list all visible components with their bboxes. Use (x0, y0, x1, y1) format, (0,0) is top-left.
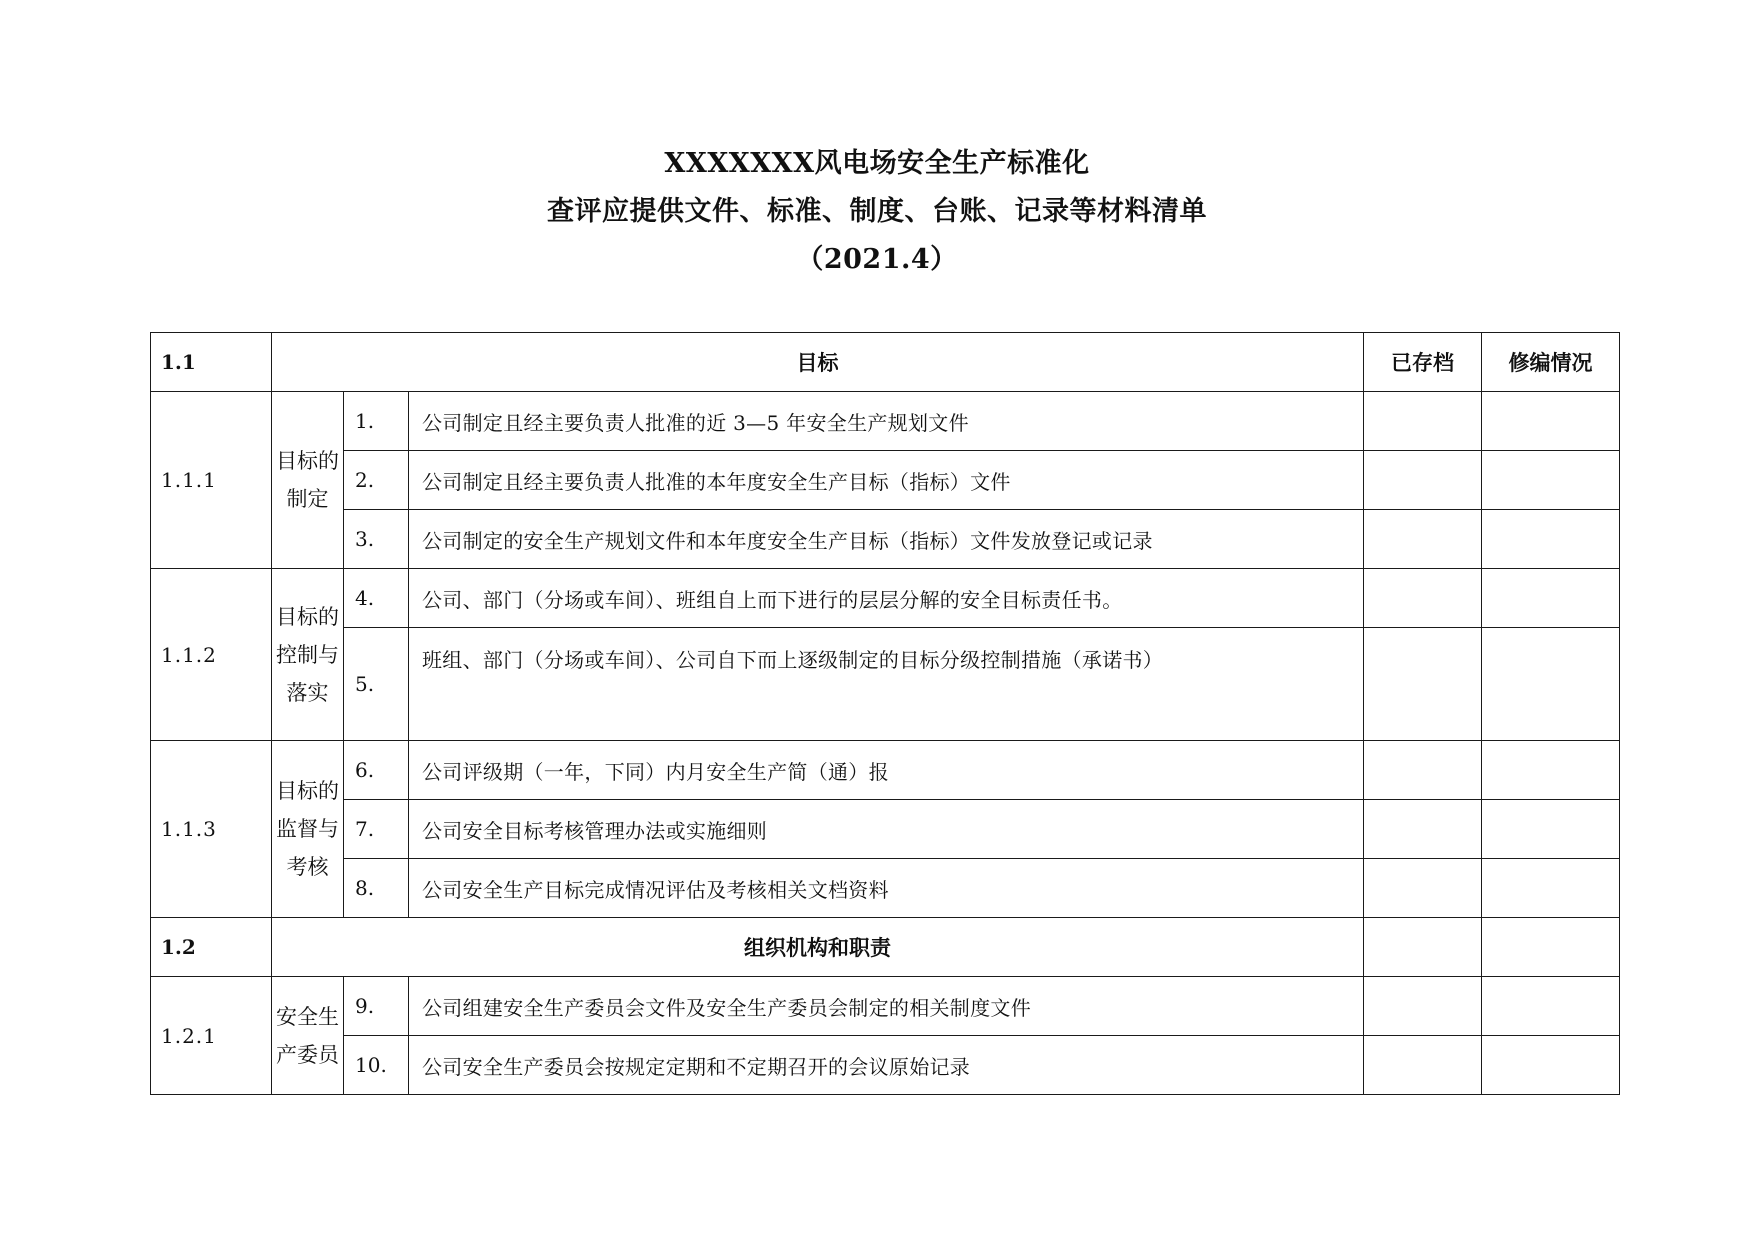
item-number: 7. (344, 800, 409, 859)
section-code: 1.1 (151, 333, 272, 392)
archived-cell[interactable] (1364, 392, 1482, 451)
item-description: 班组、部门（分场或车间）、公司自下而上逐级制定的目标分级控制措施（承诺书） (409, 628, 1364, 741)
section-row-1-1 (151, 333, 1620, 392)
group-code: 1.1.2 (151, 569, 272, 741)
archived-column-header: 已存档 (1364, 333, 1482, 392)
revision-cell[interactable] (1482, 451, 1620, 510)
table-row (151, 392, 1620, 451)
revision-cell[interactable] (1482, 628, 1620, 741)
item-number: 4. (344, 569, 409, 628)
revision-cell[interactable] (1482, 1036, 1620, 1095)
revision-cell[interactable] (1482, 741, 1620, 800)
section-code: 1.2 (151, 918, 272, 977)
revision-cell[interactable] (1482, 510, 1620, 569)
item-description: 公司安全生产目标完成情况评估及考核相关文档资料 (409, 859, 1364, 918)
item-number: 2. (344, 451, 409, 510)
item-number: 9. (344, 977, 409, 1036)
archived-cell[interactable] (1364, 569, 1482, 628)
table-row (151, 859, 1620, 918)
item-description: 公司安全目标考核管理办法或实施细则 (409, 800, 1364, 859)
group-name: 目标的制定 (272, 392, 344, 569)
archived-cell[interactable] (1364, 741, 1482, 800)
group-name: 目标的控制与落实 (272, 569, 344, 741)
table-row (151, 800, 1620, 859)
archived-cell[interactable] (1364, 1036, 1482, 1095)
table-row (151, 741, 1620, 800)
item-description: 公司制定且经主要负责人批准的本年度安全生产目标（指标）文件 (409, 451, 1364, 510)
archived-cell[interactable] (1364, 451, 1482, 510)
item-number: 6. (344, 741, 409, 800)
document-title (0, 140, 1754, 284)
group-code: 1.1.1 (151, 392, 272, 569)
item-number: 1. (344, 392, 409, 451)
archived-cell[interactable] (1364, 628, 1482, 741)
title-line-1: XXXXXXX风电场安全生产标准化 (664, 148, 1090, 179)
revision-cell[interactable] (1482, 800, 1620, 859)
item-number: 5. (344, 628, 409, 741)
title-line-2: 查评应提供文件、标准、制度、台账、记录等材料清单 (547, 196, 1207, 227)
section-title: 目标 (272, 333, 1364, 392)
item-description: 公司安全生产委员会按规定定期和不定期召开的会议原始记录 (409, 1036, 1364, 1095)
group-code: 1.1.3 (151, 741, 272, 918)
revision-column-header: 修编情况 (1482, 333, 1620, 392)
item-number: 3. (344, 510, 409, 569)
group-name: 目标的监督与考核 (272, 741, 344, 918)
materials-checklist-table (150, 332, 1620, 1095)
section-row-1-2 (151, 918, 1620, 977)
title-line-3: （2021.4） (796, 244, 958, 275)
item-description: 公司制定且经主要负责人批准的近 3—5 年安全生产规划文件 (409, 392, 1364, 451)
archived-cell[interactable] (1364, 859, 1482, 918)
archived-cell[interactable] (1364, 977, 1482, 1036)
table-row (151, 510, 1620, 569)
item-description: 公司制定的安全生产规划文件和本年度安全生产目标（指标）文件发放登记或记录 (409, 510, 1364, 569)
archived-cell[interactable] (1364, 800, 1482, 859)
revision-cell[interactable] (1482, 977, 1620, 1036)
table-row (151, 451, 1620, 510)
revision-cell[interactable] (1482, 392, 1620, 451)
table-row (151, 977, 1620, 1036)
table-row (151, 628, 1620, 741)
group-name: 安全生产委员 (272, 977, 344, 1095)
item-description: 公司评级期（一年，下同）内月安全生产简（通）报 (409, 741, 1364, 800)
revision-cell[interactable] (1482, 569, 1620, 628)
table-row (151, 569, 1620, 628)
group-code: 1.2.1 (151, 977, 272, 1095)
revision-cell[interactable] (1482, 918, 1620, 977)
table-row (151, 1036, 1620, 1095)
item-number: 10. (344, 1036, 409, 1095)
revision-cell[interactable] (1482, 859, 1620, 918)
archived-cell[interactable] (1364, 918, 1482, 977)
archived-cell[interactable] (1364, 510, 1482, 569)
section-title: 组织机构和职责 (272, 918, 1364, 977)
item-description: 公司、部门（分场或车间）、班组自上而下进行的层层分解的安全目标责任书。 (409, 569, 1364, 628)
item-number: 8. (344, 859, 409, 918)
item-description: 公司组建安全生产委员会文件及安全生产委员会制定的相关制度文件 (409, 977, 1364, 1036)
